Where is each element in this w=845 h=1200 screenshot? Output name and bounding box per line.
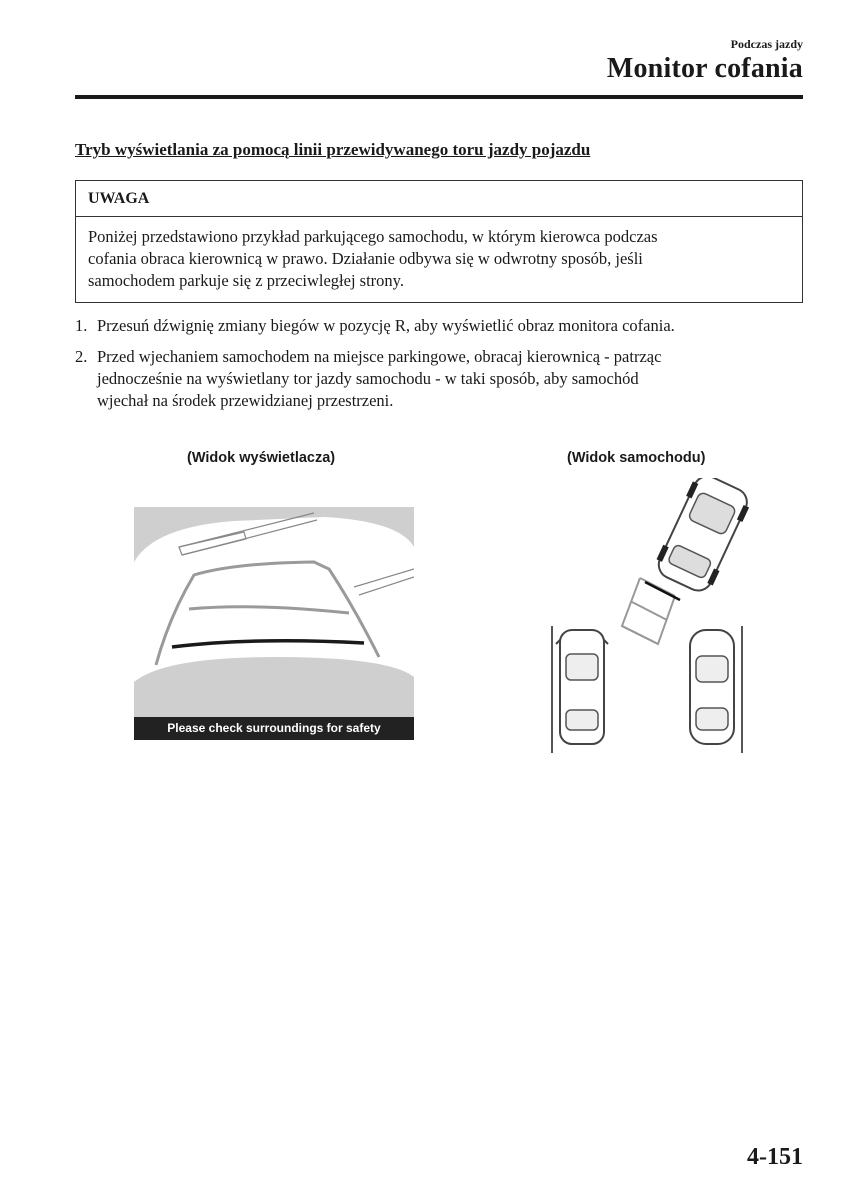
step-line: jednocześnie na wyświetlany tor jazdy samochodu - w taki sposób, aby samochód [97, 369, 639, 388]
step-line: wjechał na środek przewidzianej przestrzeni. [97, 391, 394, 410]
page-number: 4-151 [747, 1144, 803, 1170]
rear-camera-screen [134, 507, 414, 740]
page-title: Monitor cofania [606, 53, 803, 84]
vehicle-top-view [540, 478, 755, 758]
caption-vehicle-view: (Widok samochodu) [567, 450, 706, 466]
step-number: 1. [75, 316, 88, 335]
note-body [76, 217, 802, 302]
caption-display-view: (Widok wyświetlacza) [187, 450, 336, 466]
section-subheading: Tryb wyświetlania za pomocą linii przewidywanego toru jazdy pojazdu [75, 140, 591, 159]
step-number: 2. [75, 347, 88, 366]
note-box [75, 180, 803, 303]
note-line: Poniżej przedstawiono przykład parkującego samochodu, w którym kierowca podczas [88, 227, 658, 246]
safety-message: Please check surroundings for safety [134, 717, 414, 740]
note-line: samochodem parkuje się z przeciwległej strony. [88, 271, 404, 290]
step-item [75, 315, 810, 337]
note-label: UWAGA [76, 181, 802, 217]
chapter-label: Podczas jazdy [730, 37, 803, 51]
step-line: Przed wjechaniem samochodem na miejsce parkingowe, obracaj kierownicą - patrząc [97, 347, 662, 366]
step-item [75, 346, 810, 412]
step-list [75, 315, 810, 421]
header-rule [75, 95, 803, 99]
step-line: Przesuń dźwignię zmiany biegów w pozycję R, aby wyświetlić obraz monitora cofania. [97, 316, 675, 335]
note-line: cofania obraca kierownicą w prawo. Działanie odbywa się w odwrotny sposób, jeśli [88, 249, 643, 268]
